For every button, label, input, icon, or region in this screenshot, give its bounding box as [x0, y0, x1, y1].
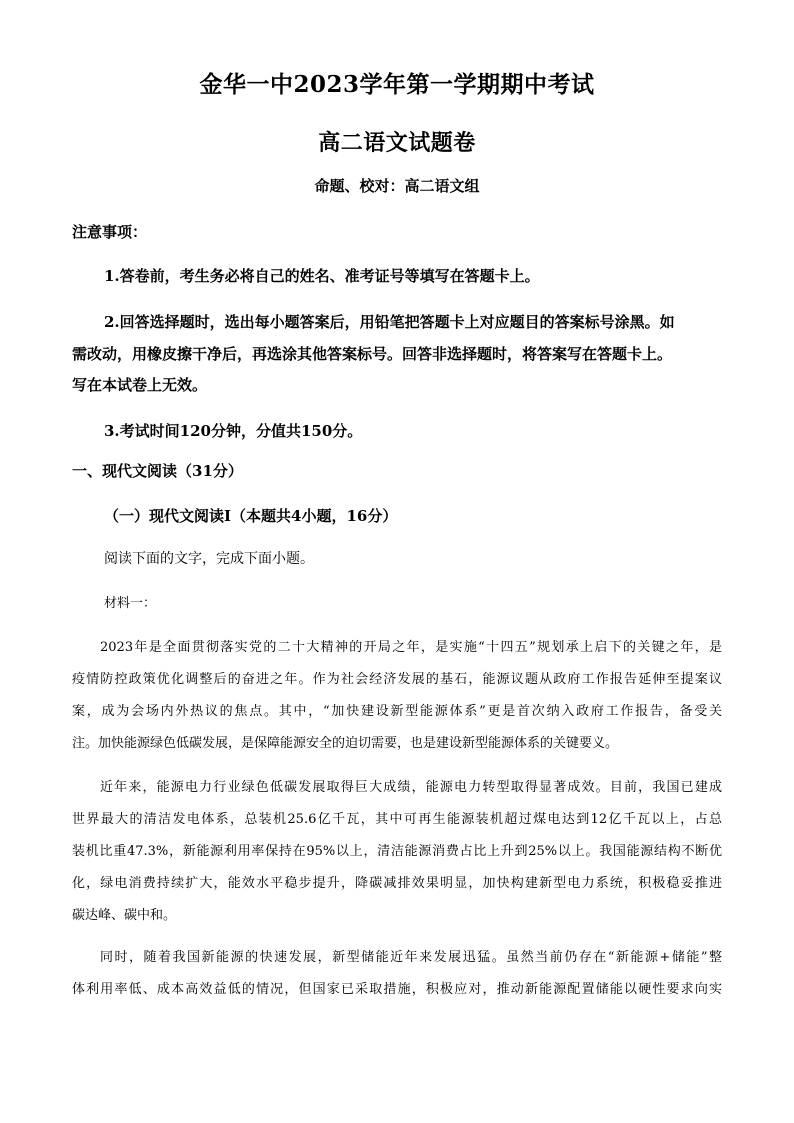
- school-exam-title: 金华一中2023学年第一学期期中考试: [199, 71, 595, 98]
- paragraph-line: 化，绿电消费持续扩大，能效水平稳步提升，降碳减排效果明显，加快构建新型电力系统，积极稳妥推进: [72, 876, 722, 891]
- notice-item-1: 1.答卷前，考生务必将自己的姓名、准考证号等填写在答题卡上。: [104, 267, 540, 285]
- reading-instruction: 阅读下面的文字，完成下面小题。: [104, 551, 314, 567]
- notice-item-3: 3.考试时间120分钟，分值共150分。: [104, 422, 363, 440]
- paragraph-line: 装机比重47.3%，新能源利用率保持在95%以上，清洁能源消费占比上升到25%以上。我国能源结构不断优: [72, 844, 722, 859]
- paragraph-2: [72, 772, 722, 932]
- paragraph-line: 疫情防控政策优化调整后的奋进之年。作为社会经济发展的基石，能源议题从政府工作报告延伸至提案议: [72, 672, 722, 687]
- notice-item-2-line-1: 2.回答选择题时，选出每小题答案后，用铅笔把答题卡上对应题目的答案标号涂黑。如: [104, 313, 675, 331]
- notice-heading: 注意事项：: [72, 223, 148, 241]
- paragraph-line: 碳达峰、碳中和。: [72, 908, 177, 923]
- paragraph-line: 近年来，能源电力行业绿色低碳发展取得巨大成绩，能源电力转型取得显著成效。目前，我国已建成: [100, 780, 722, 795]
- paragraph-line: 注。加快能源绿色低碳发展，是保障能源安全的迫切需要，也是建设新型能源体系的关键要义。: [72, 736, 619, 751]
- section-heading: 一、现代文阅读（31分）: [72, 462, 243, 480]
- paragraph-line: 世界最大的清洁发电体系，总装机25.6亿千瓦，其中可再生能源装机超过煤电达到12亿千瓦以上，占总: [72, 812, 722, 827]
- material-label: 材料一：: [104, 596, 157, 611]
- notice-item-2-line-3: 写在本试卷上无效。: [72, 376, 208, 394]
- subsection-heading: （一）现代文阅读Ⅰ（本题共4小题，16分）: [104, 507, 398, 525]
- paragraph-line: 案，成为会场内外热议的焦点。其中，“加快建设新型能源体系”更是首次纳入政府工作报告，备受关: [72, 704, 722, 719]
- authors-line: 命题、校对：高二语文组: [314, 177, 480, 195]
- paragraph-3: [72, 942, 722, 1006]
- paragraph-line: 同时，随着我国新能源的快速发展，新型储能近年来发展迅猛。虽然当前仍存在“新能源+储能”整: [100, 950, 722, 965]
- paragraph-1: [72, 632, 722, 760]
- paragraph-line: 体利用率低、成本高效益低的情况，但国家已采取措施，积极应对，推动新能源配置储能以硬性要求向实: [72, 982, 722, 997]
- paragraph-line: 2023年是全面贯彻落实党的二十大精神的开局之年，是实施“十四五”规划承上启下的关键之年，是: [100, 640, 722, 655]
- notice-item-2-line-2: 需改动，用橡皮擦干净后，再选涂其他答案标号。回答非选择题时，将答案写在答题卡上。: [72, 345, 673, 363]
- paper-title: 高二语文试题卷: [318, 130, 476, 156]
